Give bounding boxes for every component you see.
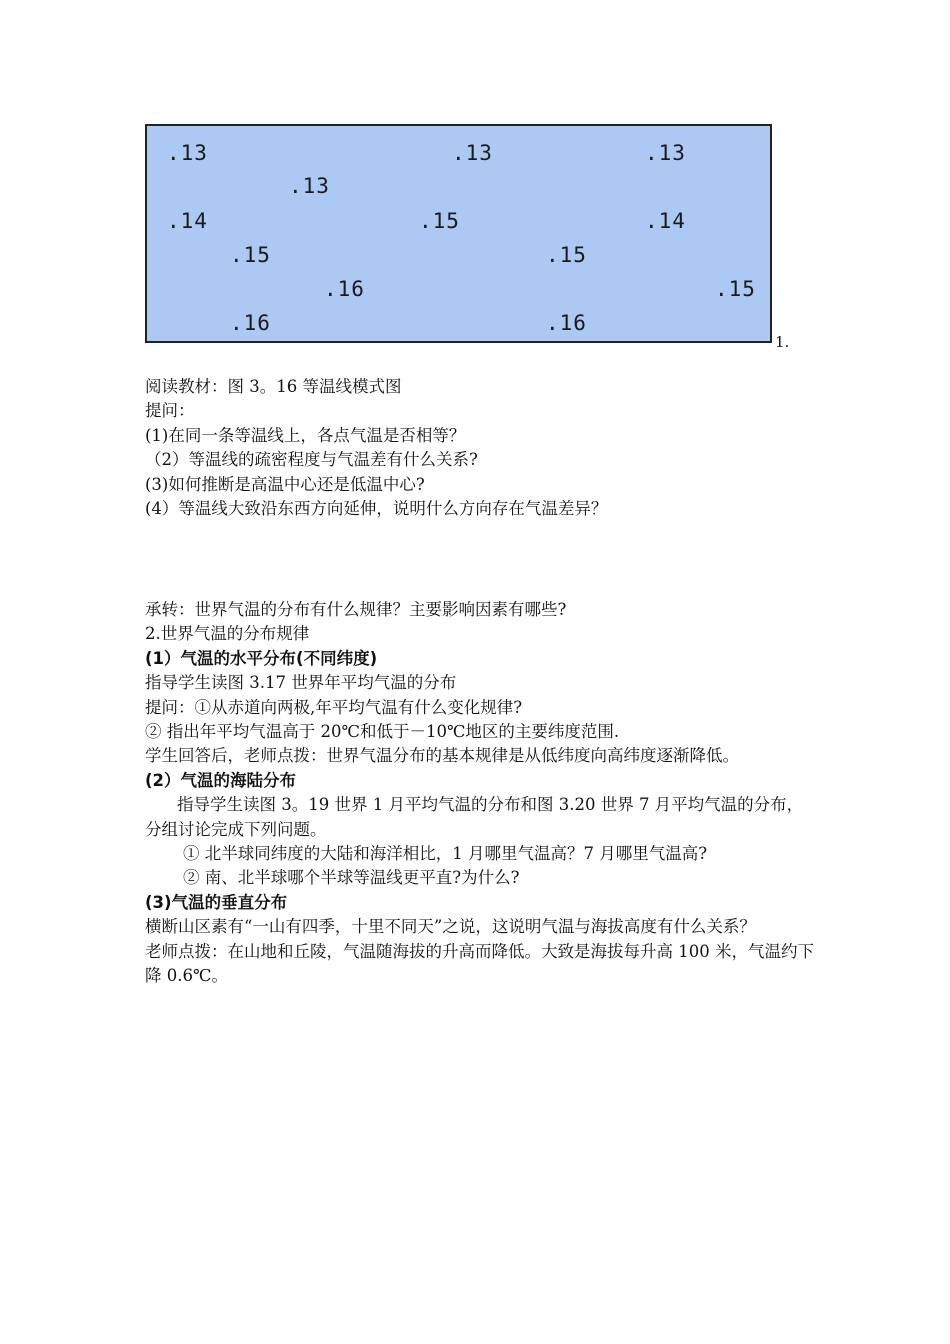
transition-text: 承转：世界气温的分布有什么规律？主要影响因素有哪些? xyxy=(145,600,567,619)
teacher-answer-1: 学生回答后，老师点拨：世界气温分布的基本规律是从低纬度向高纬度逐渐降低。 xyxy=(145,746,739,766)
question-1: (1)在同一条等温线上，各点气温是否相等？ xyxy=(145,425,466,445)
temperature-point: .13 xyxy=(289,174,330,198)
temperature-point: .16 xyxy=(324,277,365,301)
temperature-point: .15 xyxy=(419,209,460,233)
question-a1: 提问：①从赤道向两极,年平均气温有什么变化规律? xyxy=(145,697,523,717)
teacher-answer-2: 老师点拨：在山地和丘陵，气温随海拔的升高而降低。大致是海拔每升高 100 米，气温约下降 0.6℃。 xyxy=(145,941,814,986)
temperature-point: .15 xyxy=(715,277,756,301)
temperature-point: .16 xyxy=(230,311,271,335)
section-temperature-distribution xyxy=(145,598,815,989)
temperature-point: .15 xyxy=(546,243,587,267)
mountain-question: 横断山区素有“一山有四季，十里不同天”之说，这说明气温与海拔高度有什么关系？ xyxy=(145,917,756,937)
question-b1: ① 北半球同纬度的大陆和海洋相比，1 月哪里气温高？7 月哪里气温高? xyxy=(183,844,708,864)
temperature-point: .14 xyxy=(645,209,686,233)
subheading-horizontal: (1）气温的水平分布(不同纬度) xyxy=(145,648,378,668)
section-heading: 2.世界气温的分布规律 xyxy=(145,624,310,644)
temperature-point: .16 xyxy=(546,311,587,335)
figure-number: 1. xyxy=(775,333,790,351)
temperature-point: .15 xyxy=(230,243,271,267)
isotherm-model-figure xyxy=(145,124,772,343)
reading-instruction: 阅读教材：图 3。16 等温线模式图 xyxy=(145,377,402,396)
question-3: (3)如何推断是高温中心还是低温中心? xyxy=(145,474,425,494)
question-2: （2）等温线的疏密程度与气温差有什么关系? xyxy=(145,450,478,470)
section-isotherm-questions xyxy=(145,375,815,521)
temperature-point: .13 xyxy=(452,141,493,165)
question-a2: ② 指出年平均气温高于 20℃和低于－10℃地区的主要纬度范围. xyxy=(145,722,620,742)
subheading-vertical: (3)气温的垂直分布 xyxy=(145,892,288,912)
question-4: (4）等温线大致沿东西方向延伸，说明什么方向存在气温差异？ xyxy=(145,499,608,519)
guide-text-1: 指导学生读图 3.17 世界年平均气温的分布 xyxy=(145,673,457,693)
question-b2: ② 南、北半球哪个半球等温线更平直?为什么? xyxy=(183,868,520,888)
question-label: 提问： xyxy=(145,401,195,421)
temperature-point: .14 xyxy=(167,209,208,233)
temperature-point: .13 xyxy=(645,141,686,165)
guide-text-2: 指导学生读图 3。19 世界 1 月平均气温的分布和图 3.20 世界 7 月平均气温的分布，分组讨论完成下列问题。 xyxy=(145,795,804,839)
subheading-land-sea: (2）气温的海陆分布 xyxy=(145,770,297,790)
temperature-point: .13 xyxy=(167,141,208,165)
